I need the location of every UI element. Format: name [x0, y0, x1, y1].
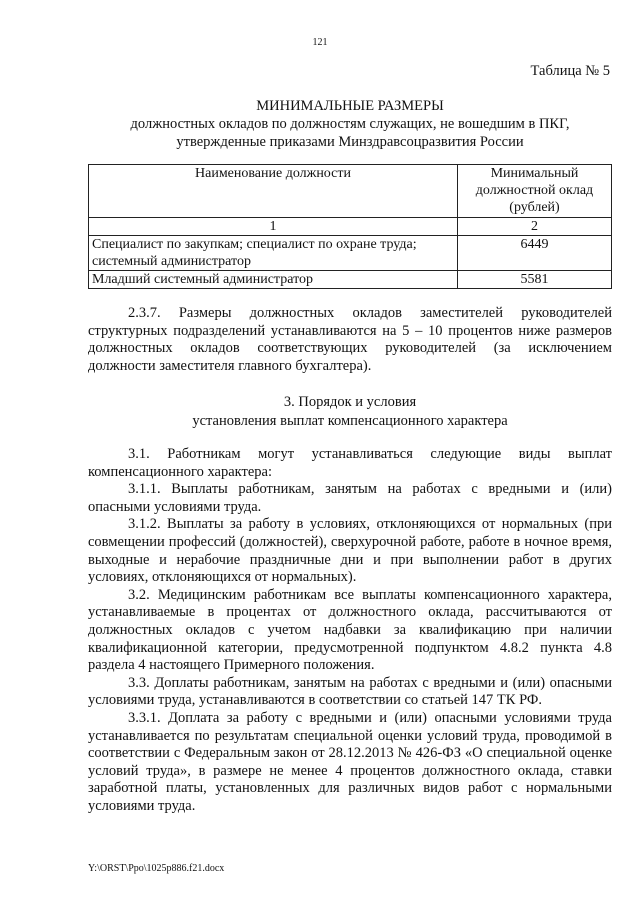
section-title-line-1: 3. Порядок и условия	[283, 394, 417, 410]
title-line-1: МИНИМАЛЬНЫЕ РАЗМЕРЫ	[256, 98, 444, 114]
row-salary: 5581	[458, 271, 612, 289]
header-position: Наименование должности	[89, 165, 458, 218]
salary-table	[88, 164, 612, 289]
table-row	[89, 236, 612, 271]
paragraph-3-1: 3.1. Работникам могут устанавливаться следующие виды выплат компенсационного характера:	[88, 446, 612, 480]
section-3-title	[88, 393, 612, 431]
row-position: Специалист по закупкам; специалист по охране труда; системный администратор	[89, 236, 458, 271]
table-number-row	[89, 218, 612, 236]
paragraph-3-3-1: 3.3.1. Доплата за работу с вредными и (или) опасными условиями труда устанавливается по результатам специальной оценки условий труда, проводимой в соответствии с Федеральным закон от 28.12.2013 № 426-ФЗ «О специальной оценке условий труда», в размере не менее 4 процентов должностного оклада, ставки заработной платы, установленных для различных видов работ с нормальными условиями труда.	[88, 709, 612, 814]
paragraph-3-2: 3.2. Медицинским работникам все выплаты компенсационного характера, устанавливаемые в процентах от должностного оклада, рассчитываются от должностных окладов с учетом надбавки за квалификацию при наличии квалификационной категории, предусмотренной подпунктом 4.8.2 пункта 4.8 раздела 4 настоящего Примерного положения.	[88, 586, 612, 674]
paragraph-3-1-1: 3.1.1. Выплаты работникам, занятым на работах с вредными и (или) опасными условиями труда.	[88, 481, 612, 515]
paragraph-2-3-7	[88, 305, 612, 375]
row-salary: 6449	[458, 236, 612, 271]
title-line-2: должностных окладов по должностям служащих, не вошедшим в ПКГ,	[130, 116, 570, 132]
column-number-1: 1	[89, 218, 458, 236]
paragraph-3-3: 3.3. Доплаты работникам, занятым на работах с вредными и (или) опасными условиями труда, устанавливаются в соответствии со статьей 147 ТК РФ.	[88, 674, 612, 709]
header-salary: Минимальный должностной оклад (рублей)	[458, 165, 612, 218]
page-number: 121	[312, 37, 328, 48]
row-position: Младший системный администратор	[89, 271, 458, 289]
column-number-2: 2	[458, 218, 612, 236]
paragraph-text: 2.3.7. Размеры должностных окладов заместителей руководителей структурных подразделений устанавливаются на 5 – 10 процентов ниже размеров должностных окладов соответствующих руководителей (за исключением должности заместителя главного бухгалтера).	[88, 305, 612, 374]
table-title	[88, 97, 612, 151]
section-title-line-2: установления выплат компенсационного характера	[192, 413, 508, 429]
section-3-body	[88, 446, 612, 815]
footer-file-path: Y:\ORST\Ppo\1025p886.f21.docx	[88, 863, 225, 874]
table-label: Таблица № 5	[530, 63, 610, 79]
title-line-3: утвержденные приказами Минздравсоцразвития России	[176, 134, 524, 150]
table-row	[89, 271, 612, 289]
table-header-row	[89, 165, 612, 218]
paragraph-3-1-2: 3.1.2. Выплаты за работу в условиях, отклоняющихся от нормальных (при совмещении профессий (должностей), сверхурочной работе, работе в ночное время, выходные и нерабочие праздничные дни и при выполнении работ в других условиях, отклоняющихся от нормальных).	[88, 516, 612, 586]
